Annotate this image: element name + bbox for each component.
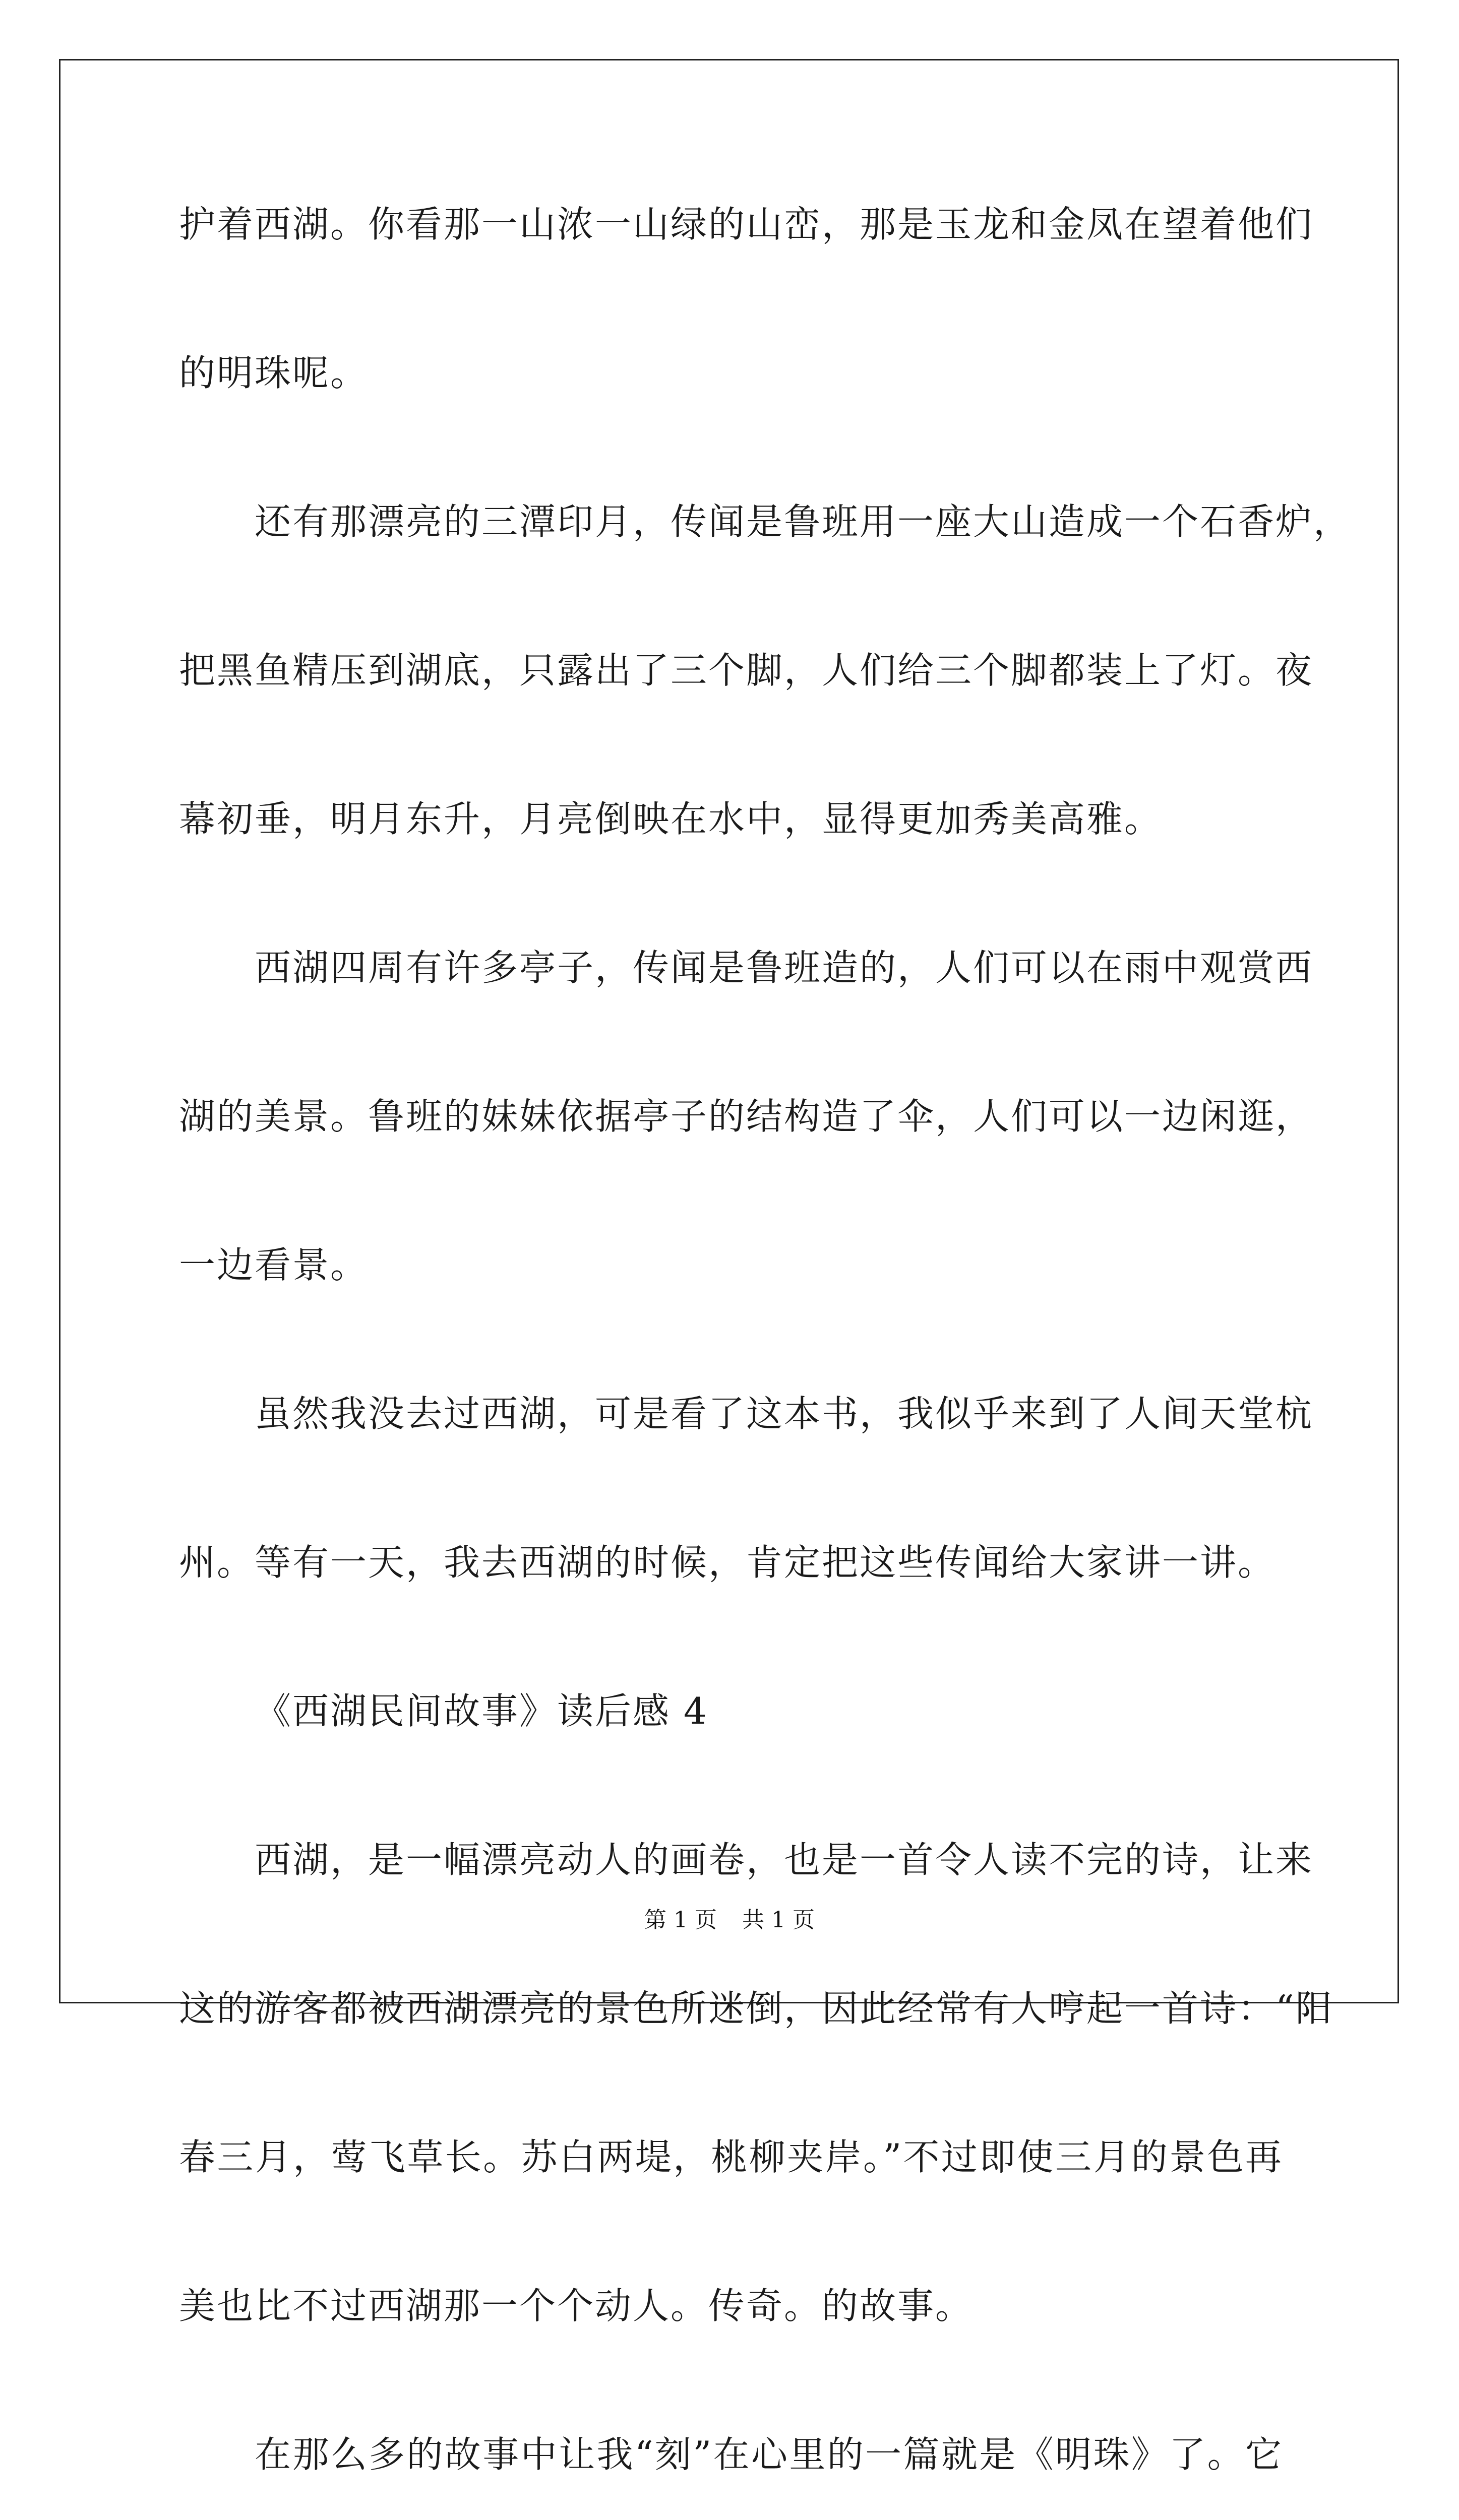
text-line: 湖的美景。鲁班的妹妹依据亭子的结构造了伞，人们可以一边闲逛， <box>179 1095 1314 1138</box>
section-heading: 《西湖民间故事》读后感 4 <box>255 1690 708 1732</box>
text-line: 护着西湖。你看那一山浓一山绿的山峦，那是玉龙和金凤在望着他们 <box>179 203 1314 245</box>
text-line: 一边看景。 <box>179 1244 369 1286</box>
text-line: 把黑鱼精压到湖底，只露出了三个脚，人们给三个脚都装上了灯。夜 <box>179 649 1314 691</box>
text-line: 美也比不过西湖那一个个动人。传奇。的故事。 <box>179 2285 974 2327</box>
text-line: 西湖四周有许多亭子，传闻是鲁班造的，人们可以在雨中观赏西 <box>255 947 1314 989</box>
text-line: 州。等有一天，我去西湖的时候，肯定把这些传闻给大家讲一讲。 <box>179 1541 1276 1584</box>
text-line: 西湖，是一幅漂亮动人的画卷，也是一首令人读不完的诗，让来 <box>255 1839 1314 1881</box>
text-line: 春三月，莺飞草长。苏白两堤，桃柳夹岸。”不过即使三月的景色再 <box>179 2136 1283 2178</box>
page-footer <box>0 1905 1459 1935</box>
text-line: 在那么多的故事中让我“刻”在心里的一篇就是《明珠》了。它 <box>255 2433 1283 2476</box>
text-line: 幕初垂，明月东升，月亮倒映在水中，显得更加秀美高雅。 <box>179 798 1163 840</box>
text-line: 的明珠呢。 <box>179 352 369 394</box>
text-line: 虽然我没去过西湖，可是看了这本书，我似乎来到了人间天堂杭 <box>255 1393 1314 1435</box>
document-body <box>179 186 1352 2520</box>
page-number-total: 共 1 页 <box>742 1907 815 1933</box>
page-number-current: 第 1 页 <box>644 1907 717 1933</box>
text-line: 这的游客都被西湖漂亮的景色所迷倒，因此经常有人哼起一首诗：“阳 <box>179 1987 1333 2030</box>
text-line: 还有那漂亮的三潭印月，传闻是鲁班用一座大山造成一个石香炉， <box>255 500 1352 543</box>
